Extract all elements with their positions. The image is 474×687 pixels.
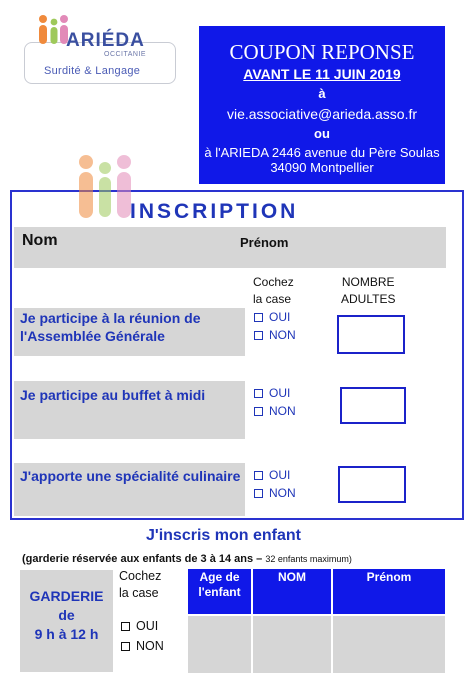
checkbox-icon[interactable] (254, 313, 263, 322)
oui-checkbox[interactable]: OUI (254, 384, 296, 402)
coupon-to: à (318, 86, 326, 101)
question-checkboxes (254, 466, 296, 502)
logo-name: ARIÉDA (66, 30, 145, 51)
enfant-checkboxes (121, 616, 164, 656)
question-checkboxes (254, 308, 296, 344)
adult-count-field[interactable] (338, 466, 406, 503)
checkbox-icon[interactable] (254, 389, 263, 398)
table-header-nom: NOM (253, 569, 331, 614)
enfant-oui-checkbox[interactable]: OUI (121, 616, 164, 636)
question-label: J'apporte une spécialité culinaire (20, 468, 241, 484)
checkbox-icon[interactable] (254, 407, 263, 416)
question-label: Je participe à la réunion de l'Assemblée Générale (20, 310, 201, 344)
name-band (14, 227, 446, 268)
checkbox-icon[interactable] (254, 471, 263, 480)
table-header-prenom: Prénom (333, 569, 445, 614)
adult-count-field[interactable] (340, 387, 406, 424)
checkbox-icon[interactable] (121, 642, 130, 651)
figures-watermark-icon (74, 152, 136, 224)
enfant-title: J'inscris mon enfant (146, 527, 301, 544)
table-cell-nom[interactable] (253, 616, 331, 673)
garderie-note: (garderie réservée aux enfants de 3 à 14 ans – 32 enfants maximum) (22, 553, 352, 565)
inscription-title: INSCRIPTION (130, 200, 299, 223)
table-header-age: Age de l'enfant (188, 569, 251, 614)
logo-region: OCCITANIE (104, 51, 147, 58)
coupon-address: à l'ARIEDA 2446 avenue du Père Soulas 34090 Montpellier (204, 145, 440, 175)
table-cell-age[interactable] (188, 616, 251, 673)
checkbox-icon[interactable] (254, 331, 263, 340)
checkbox-icon[interactable] (121, 622, 130, 631)
coupon-title: COUPON REPONSE (229, 40, 415, 64)
non-checkbox[interactable]: NON (254, 484, 296, 502)
question-checkboxes (254, 384, 296, 420)
logo-tagline: Surdité & Langage (44, 65, 141, 77)
coupon-header (199, 26, 445, 184)
non-checkbox[interactable]: NON (254, 326, 296, 344)
table-cell-prenom[interactable] (333, 616, 445, 673)
coupon-or: ou (314, 126, 330, 141)
nombre-adultes-header: NOMBRE ADULTES (341, 275, 396, 306)
garderie-label: GARDERIE de 9 h à 12 h (29, 588, 104, 642)
prenom-label: Prénom (240, 235, 289, 250)
logo-figures-icon (36, 14, 70, 46)
coupon-email[interactable]: vie.associative@arieda.asso.fr (226, 106, 418, 122)
cochez-header: Cochez la case (253, 275, 294, 306)
non-checkbox[interactable]: NON (254, 402, 296, 420)
question-label: Je participe au buffet à midi (20, 387, 206, 403)
enfant-table (188, 569, 445, 673)
oui-checkbox[interactable]: OUI (254, 466, 296, 484)
adult-count-field[interactable] (337, 315, 405, 354)
oui-checkbox[interactable]: OUI (254, 308, 296, 326)
enfant-non-checkbox[interactable]: NON (121, 636, 164, 656)
enfant-cochez-header: Cochez la case (119, 569, 162, 600)
coupon-deadline: AVANT LE 11 JUIN 2019 (243, 66, 401, 82)
checkbox-icon[interactable] (254, 489, 263, 498)
nom-label: Nom (22, 232, 58, 249)
